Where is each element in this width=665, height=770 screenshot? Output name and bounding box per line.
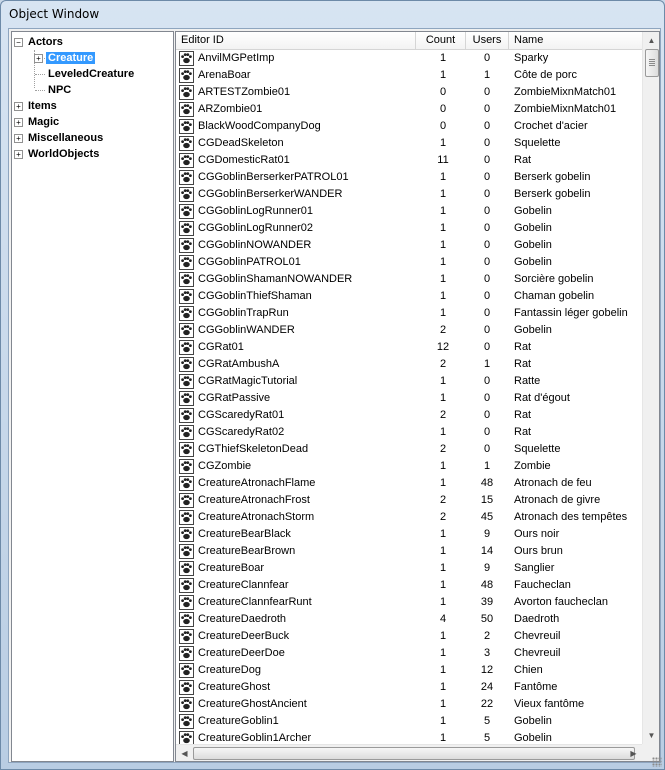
table-row[interactable] (176, 271, 642, 288)
vertical-scrollbar[interactable] (642, 32, 660, 744)
cell-count: 1 (439, 596, 447, 608)
table-row[interactable] (176, 509, 642, 526)
table-row[interactable] (176, 458, 642, 475)
cell-name: Crochet d'acier (514, 120, 588, 132)
horizontal-scrollbar[interactable] (176, 744, 642, 762)
cell-name: Côte de porc (514, 69, 577, 81)
paw-creature-icon (179, 323, 194, 338)
cell-users: 0 (483, 52, 491, 64)
cell-users: 0 (483, 154, 491, 166)
cell-editor-id: CreatureGhost (198, 681, 271, 693)
paw-creature-icon (179, 119, 194, 134)
table-row[interactable] (176, 288, 642, 305)
cell-name: Chevreuil (514, 630, 561, 642)
cell-users: 12 (480, 664, 494, 676)
cell-count: 1 (439, 528, 447, 540)
cell-users: 48 (480, 477, 494, 489)
cell-count: 2 (439, 494, 447, 506)
cell-count: 1 (439, 664, 447, 676)
cell-count: 1 (439, 460, 447, 472)
expand-icon[interactable]: + (14, 102, 23, 111)
collapse-icon[interactable]: − (14, 38, 23, 47)
cell-name: Ours brun (514, 545, 563, 557)
cell-name: Sanglier (514, 562, 555, 574)
cell-editor-id: CreatureGoblin1Archer (198, 732, 312, 744)
cell-name: Gobelin (514, 715, 552, 727)
paw-creature-icon (179, 459, 194, 474)
expand-icon[interactable]: + (34, 54, 43, 63)
cell-name: Atronach des tempêtes (514, 511, 628, 523)
cell-name: Zombie (514, 460, 551, 472)
cell-name: Sorcière gobelin (514, 273, 594, 285)
cell-users: 0 (483, 205, 491, 217)
cell-editor-id: CGRatAmbushA (198, 358, 280, 370)
table-row[interactable] (176, 135, 642, 152)
cell-editor-id: CGGoblinBerserkerWANDER (198, 188, 343, 200)
cell-name: Gobelin (514, 732, 552, 744)
table-row[interactable] (176, 322, 642, 339)
expand-icon[interactable]: + (14, 118, 23, 127)
cell-count: 0 (439, 103, 447, 115)
cell-count: 1 (439, 545, 447, 557)
cell-name: Atronach de givre (514, 494, 601, 506)
tree-item-leveledcreature[interactable] (46, 66, 136, 82)
cell-name: Rat (514, 341, 532, 353)
paw-creature-icon (179, 255, 194, 270)
cell-count: 1 (439, 137, 447, 149)
cell-editor-id: CGGoblinPATROL01 (198, 256, 301, 268)
cell-editor-id: CreatureBearBlack (198, 528, 291, 540)
table-row[interactable] (176, 679, 642, 696)
cell-users: 1 (483, 358, 491, 370)
expand-icon[interactable]: + (14, 150, 23, 159)
cell-editor-id: CGGoblinWANDER (198, 324, 295, 336)
paw-creature-icon (179, 187, 194, 202)
cell-editor-id: AnvilMGPetImp (198, 52, 275, 64)
cell-editor-id: CreatureClannfear (198, 579, 289, 591)
table-row[interactable] (176, 220, 642, 237)
cell-users: 0 (483, 171, 491, 183)
cell-count: 2 (439, 511, 447, 523)
table-row[interactable] (176, 475, 642, 492)
table-row[interactable] (176, 84, 642, 101)
scroll-left-icon[interactable]: ◀ (181, 749, 188, 758)
cell-name: Fantôme (514, 681, 558, 693)
cell-editor-id: CGRatMagicTutorial (198, 375, 298, 387)
cell-count: 1 (439, 681, 447, 693)
vertical-scroll-thumb[interactable] (645, 49, 659, 77)
cell-users: 0 (483, 273, 491, 285)
cell-count: 1 (439, 188, 447, 200)
cell-count: 1 (439, 52, 447, 64)
title-bar[interactable] (1, 1, 664, 27)
object-list[interactable] (175, 31, 660, 762)
table-row[interactable] (176, 696, 642, 713)
cell-users: 0 (483, 239, 491, 251)
cell-editor-id: CGGoblinTrapRun (198, 307, 289, 319)
cell-users: 0 (483, 426, 491, 438)
table-row[interactable] (176, 254, 642, 271)
cell-name: Chien (514, 664, 543, 676)
tree-item-items[interactable] (26, 98, 59, 114)
column-header-users[interactable]: Users (466, 32, 509, 49)
paw-creature-icon (179, 238, 194, 253)
cell-count: 2 (439, 358, 447, 370)
paw-creature-icon (179, 340, 194, 355)
cell-name: Chaman gobelin (514, 290, 595, 302)
column-header-editor-id[interactable]: Editor ID (176, 32, 416, 49)
table-row[interactable] (176, 203, 642, 220)
cell-users: 0 (483, 324, 491, 336)
window-client-area (8, 28, 661, 763)
cell-users: 0 (483, 222, 491, 234)
resize-grip-icon[interactable] (652, 757, 662, 767)
paw-creature-icon (179, 629, 194, 644)
paw-creature-icon (179, 595, 194, 610)
cell-editor-id: CGDomesticRat01 (198, 154, 290, 166)
cell-editor-id: CGRat01 (198, 341, 244, 353)
cell-users: 45 (480, 511, 494, 523)
cell-users: 14 (480, 545, 494, 557)
table-row[interactable] (176, 424, 642, 441)
table-row[interactable] (176, 101, 642, 118)
paw-creature-icon (179, 357, 194, 372)
cell-name: Rat (514, 426, 532, 438)
cell-name: Gobelin (514, 205, 552, 217)
tree-item-label: WorldObjects (28, 148, 100, 160)
cell-editor-id: CreatureBearBrown (198, 545, 296, 557)
column-header-name[interactable]: Name (509, 32, 642, 49)
paw-creature-icon (179, 374, 194, 389)
cell-count: 1 (439, 290, 447, 302)
scroll-up-icon[interactable]: ▲ (647, 36, 656, 45)
cell-users: 1 (483, 460, 491, 472)
cell-editor-id: CGScaredyRat01 (198, 409, 285, 421)
cell-name: ZombieMixnMatch01 (514, 86, 617, 98)
paw-creature-icon (179, 697, 194, 712)
cell-users: 0 (483, 375, 491, 387)
paw-creature-icon (179, 221, 194, 236)
tree-connector-line (35, 90, 45, 91)
cell-count: 1 (439, 392, 447, 404)
cell-users: 0 (483, 103, 491, 115)
cell-name: Avorton faucheclan (514, 596, 608, 608)
cell-name: Fantassin léger gobelin (514, 307, 628, 319)
list-header (176, 32, 642, 50)
cell-count: 1 (439, 647, 447, 659)
table-row[interactable] (176, 407, 642, 424)
cell-users: 15 (480, 494, 494, 506)
cell-count: 12 (436, 341, 450, 353)
cell-count: 0 (439, 120, 447, 132)
paw-creature-icon (179, 51, 194, 66)
cell-name: Daedroth (514, 613, 560, 625)
cell-count: 2 (439, 409, 447, 421)
table-row[interactable] (176, 492, 642, 509)
cell-editor-id: CGGoblinNOWANDER (198, 239, 312, 251)
cell-editor-id: CreatureDog (198, 664, 261, 676)
cell-count: 1 (439, 698, 447, 710)
paw-creature-icon (179, 578, 194, 593)
cell-users: 5 (483, 732, 491, 744)
cell-count: 1 (439, 562, 447, 574)
cell-users: 24 (480, 681, 494, 693)
paw-creature-icon (179, 442, 194, 457)
expand-icon[interactable]: + (14, 134, 23, 143)
cell-editor-id: CGRatPassive (198, 392, 271, 404)
cell-users: 48 (480, 579, 494, 591)
column-header-count[interactable]: Count (416, 32, 466, 49)
paw-creature-icon (179, 204, 194, 219)
cell-users: 0 (483, 120, 491, 132)
paw-creature-icon (179, 153, 194, 168)
cell-editor-id: CGGoblinThiefShaman (198, 290, 312, 302)
cell-editor-id: CreatureAtronachStorm (198, 511, 315, 523)
table-row[interactable] (176, 441, 642, 458)
cell-users: 1 (483, 69, 491, 81)
tree-item-worldobjects[interactable] (26, 146, 101, 162)
tree-item-actors[interactable] (26, 34, 65, 50)
cell-count: 1 (439, 256, 447, 268)
paw-creature-icon (179, 714, 194, 729)
cell-editor-id: CreatureGhostAncient (198, 698, 307, 710)
paw-creature-icon (179, 289, 194, 304)
table-row[interactable] (176, 152, 642, 169)
cell-users: 0 (483, 443, 491, 455)
paw-creature-icon (179, 493, 194, 508)
cell-name: Vieux fantôme (514, 698, 585, 710)
cell-users: 50 (480, 613, 494, 625)
table-row[interactable] (176, 67, 642, 84)
cell-count: 1 (439, 715, 447, 727)
paw-creature-icon (179, 272, 194, 287)
paw-creature-icon (179, 408, 194, 423)
paw-creature-icon (179, 561, 194, 576)
cell-count: 1 (439, 205, 447, 217)
cell-name: Rat (514, 409, 532, 421)
paw-creature-icon (179, 527, 194, 542)
table-row[interactable] (176, 628, 642, 645)
cell-name: Gobelin (514, 222, 552, 234)
paw-creature-icon (179, 170, 194, 185)
cell-users: 0 (483, 341, 491, 353)
cell-count: 1 (439, 273, 447, 285)
cell-editor-id: ARTESTZombie01 (198, 86, 291, 98)
cell-editor-id: CGZombie (198, 460, 252, 472)
cell-editor-id: CGGoblinShamanNOWANDER (198, 273, 353, 285)
table-row[interactable] (176, 118, 642, 135)
cell-count: 2 (439, 443, 447, 455)
table-row[interactable] (176, 577, 642, 594)
cell-count: 1 (439, 630, 447, 642)
tree-item-label: Creature (48, 52, 94, 64)
tree-item-creature[interactable] (46, 50, 95, 66)
tree-item-label: Items (28, 100, 57, 112)
paw-creature-icon (179, 476, 194, 491)
cell-count: 1 (439, 69, 447, 81)
cell-users: 0 (483, 392, 491, 404)
cell-name: Gobelin (514, 324, 552, 336)
paw-creature-icon (179, 646, 194, 661)
cell-users: 0 (483, 188, 491, 200)
cell-name: Gobelin (514, 256, 552, 268)
cell-name: Berserk gobelin (514, 171, 591, 183)
cell-users: 22 (480, 698, 494, 710)
cell-count: 1 (439, 375, 447, 387)
cell-name: Rat (514, 154, 532, 166)
table-row[interactable] (176, 713, 642, 730)
cell-editor-id: CreatureDeerDoe (198, 647, 285, 659)
cell-editor-id: BlackWoodCompanyDog (198, 120, 321, 132)
cell-name: Faucheclan (514, 579, 571, 591)
cell-name: Rat d'égout (514, 392, 570, 404)
cell-users: 0 (483, 256, 491, 268)
tree-item-miscellaneous[interactable] (26, 130, 105, 146)
cell-editor-id: CreatureClannfearRunt (198, 596, 312, 608)
cell-count: 1 (439, 579, 447, 591)
paw-creature-icon (179, 102, 194, 117)
cell-editor-id: CreatureAtronachFlame (198, 477, 316, 489)
cell-name: Squelette (514, 137, 561, 149)
cell-name: Rat (514, 358, 532, 370)
table-row[interactable] (176, 50, 642, 67)
table-row[interactable] (176, 305, 642, 322)
table-row[interactable] (176, 526, 642, 543)
cell-users: 0 (483, 290, 491, 302)
tree-item-label: Miscellaneous (28, 132, 104, 144)
cell-count: 1 (439, 426, 447, 438)
table-row[interactable] (176, 373, 642, 390)
cell-editor-id: CGGoblinLogRunner02 (198, 222, 313, 234)
table-row[interactable] (176, 356, 642, 373)
cell-name: Ours noir (514, 528, 560, 540)
table-row[interactable] (176, 390, 642, 407)
table-row[interactable] (176, 611, 642, 628)
cell-users: 9 (483, 528, 491, 540)
cell-users: 0 (483, 86, 491, 98)
cell-users: 0 (483, 307, 491, 319)
paw-creature-icon (179, 510, 194, 525)
cell-users: 3 (483, 647, 491, 659)
cell-count: 0 (439, 86, 447, 98)
cell-name: Gobelin (514, 239, 552, 251)
cell-editor-id: CGDeadSkeleton (198, 137, 284, 149)
table-row[interactable] (176, 662, 642, 679)
cell-editor-id: CreatureBoar (198, 562, 265, 574)
tree-item-label: LeveledCreature (48, 68, 135, 80)
horizontal-scroll-thumb[interactable] (193, 747, 635, 760)
table-row[interactable] (176, 186, 642, 203)
category-tree[interactable] (11, 31, 174, 762)
tree-item-magic[interactable] (26, 114, 61, 130)
cell-editor-id: CGGoblinLogRunner01 (198, 205, 313, 217)
cell-count: 1 (439, 171, 447, 183)
paw-creature-icon (179, 425, 194, 440)
tree-item-label: Magic (28, 116, 60, 128)
paw-creature-icon (179, 136, 194, 151)
table-row[interactable] (176, 237, 642, 254)
tree-item-npc[interactable] (46, 82, 73, 98)
table-row[interactable] (176, 339, 642, 356)
cell-count: 1 (439, 222, 447, 234)
cell-name: Sparky (514, 52, 549, 64)
paw-creature-icon (179, 612, 194, 627)
cell-editor-id: ArenaBoar (198, 69, 251, 81)
scroll-right-icon[interactable]: ▶ (630, 749, 637, 758)
cell-users: 0 (483, 137, 491, 149)
cell-count: 2 (439, 324, 447, 336)
cell-count: 11 (437, 154, 449, 166)
cell-editor-id: CreatureDaedroth (198, 613, 287, 625)
tree-item-label: Actors (28, 36, 63, 48)
cell-editor-id: CGScaredyRat02 (198, 426, 285, 438)
cell-users: 39 (480, 596, 494, 608)
cell-editor-id: CGThiefSkeletonDead (198, 443, 309, 455)
cell-count: 1 (439, 477, 447, 489)
scroll-down-icon[interactable]: ▼ (647, 731, 656, 740)
window-title: Object Window (9, 7, 100, 21)
paw-creature-icon (179, 391, 194, 406)
paw-creature-icon (179, 663, 194, 678)
table-row[interactable] (176, 594, 642, 611)
cell-count: 1 (439, 732, 447, 744)
cell-name: Squelette (514, 443, 561, 455)
paw-creature-icon (179, 306, 194, 321)
paw-creature-icon (179, 544, 194, 559)
paw-creature-icon (179, 85, 194, 100)
cell-name: Atronach de feu (514, 477, 592, 489)
table-row[interactable] (176, 543, 642, 560)
tree-item-label: NPC (48, 84, 72, 96)
tree-connector-line (35, 74, 45, 75)
table-row[interactable] (176, 169, 642, 186)
cell-editor-id: CGGoblinBerserkerPATROL01 (198, 171, 349, 183)
cell-name: ZombieMixnMatch01 (514, 103, 617, 115)
table-row[interactable] (176, 560, 642, 577)
cell-editor-id: CreatureDeerBuck (198, 630, 290, 642)
table-row[interactable] (176, 645, 642, 662)
cell-users: 0 (483, 409, 491, 421)
cell-count: 4 (439, 613, 447, 625)
paw-creature-icon (179, 68, 194, 83)
cell-users: 2 (483, 630, 491, 642)
cell-editor-id: CreatureGoblin1 (198, 715, 279, 727)
cell-users: 5 (483, 715, 491, 727)
paw-creature-icon (179, 680, 194, 695)
cell-name: Chevreuil (514, 647, 561, 659)
cell-count: 1 (439, 307, 447, 319)
cell-users: 9 (483, 562, 491, 574)
cell-editor-id: ARZombie01 (198, 103, 263, 115)
cell-name: Ratte (514, 375, 541, 387)
cell-count: 1 (439, 239, 447, 251)
cell-name: Berserk gobelin (514, 188, 591, 200)
cell-editor-id: CreatureAtronachFrost (198, 494, 310, 506)
